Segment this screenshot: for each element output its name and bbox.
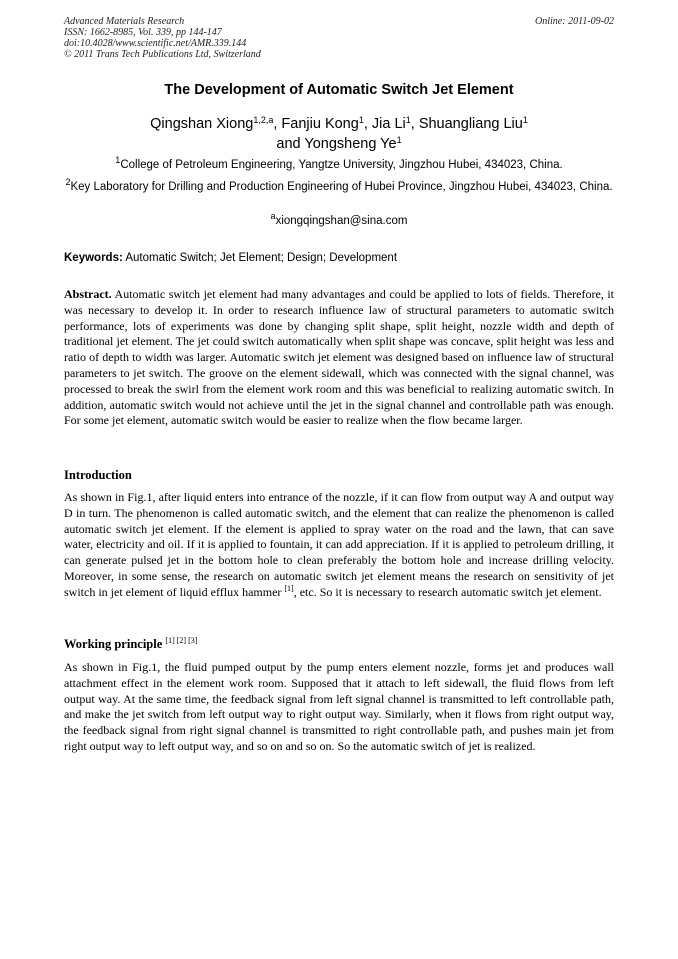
affiliation-text: College of Petroleum Engineering, Yangtze University, Jingzhou Hubei, 434023, China. — [120, 159, 563, 171]
abstract — [64, 287, 614, 429]
intro-tail: , etc. So it is necessary to research automatic switch jet element. — [293, 584, 602, 599]
author-name: , Shuangliang Liu — [410, 116, 523, 132]
author-name: and Yongsheng Ye — [276, 136, 397, 152]
affiliation-sup: 2 — [65, 177, 71, 187]
working-principle-paragraph: As shown in Fig.1, the fluid pumped output by the pump enters element nozzle, forms jet and produces wall attachment effect in the element work room. Supposed that it attach to left sidewall, the fluid flows from left output way. At the same time, the feedback signal from left signal channel is transmitted to left controllable path, and make the jet switch from left output way to right output way. Similarly, when it flows from right output way, the feedback signal from right signal channel is transmitted to right controllable path, and pushes main jet from right output way to left output way, and so on and so on. So the automatic switch of jet is realized. — [64, 660, 614, 753]
introduction-paragraph — [64, 490, 614, 601]
author-sup: 1 — [396, 135, 402, 145]
paper-title: The Development of Automatic Switch Jet Element — [164, 82, 514, 98]
email-sup: a — [270, 211, 276, 221]
abstract-text: Automatic switch jet element had many advantages and could be applied to lots of fields. Therefore, it was necessary to develop it. In order to research influence law of structural parameters to automatic switch performance, lots of experiments was done by changing split shape, split height, nozzle width and depth of traditional jet element. The jet could switch automatically when split shape was concave, split height was less and ratio of depth to width was larger. Automatic switch jet element was designed based on influence law of structural parameters to jet switch. The groove on the element sidewall, which was connected with the signal channel, was processed to break the swirl from the element work room and this was beneficial to realizing automatic switch. In addition, automatic switch would not achieve until the jet in the signal channel and controllable path was enough. For some jet element, automatic switch would be easier to realize when the flow became larger. — [64, 287, 614, 428]
affiliation-text: Key Laboratory for Drilling and Production Engineering of Hubei Province, Jingzhou Hubei, 434023, China. — [70, 181, 613, 193]
affiliation-1 — [60, 157, 618, 173]
email-text: xiongqingshan@sina.com — [275, 215, 408, 227]
wp-heading-text: Working principle — [64, 637, 163, 651]
journal-header — [64, 16, 261, 60]
online-date: Online: 2011-09-02 — [535, 16, 614, 27]
author-name: , Jia Li — [363, 116, 406, 132]
issn-line: ISSN: 1662-8985, Vol. 339, pp 144-147 — [64, 27, 222, 38]
author-name: , Fanjiu Kong — [273, 116, 359, 132]
author-line-1 — [60, 114, 618, 134]
section-heading-introduction: Introduction — [64, 468, 132, 482]
affiliation-sup: 1 — [115, 155, 121, 165]
journal-name: Advanced Materials Research — [64, 16, 185, 27]
author-sup: 1 — [358, 115, 364, 125]
abstract-label: Abstract. — [64, 287, 112, 301]
author-sup: 1 — [405, 115, 411, 125]
keywords-label: Keywords: — [64, 252, 123, 264]
author-sup: 1 — [522, 115, 528, 125]
citation-refs: [1] [2] [3] — [165, 636, 198, 645]
doi-line: doi:10.4028/www.scientific.net/AMR.339.144 — [64, 38, 247, 49]
keywords-text: Automatic Switch; Jet Element; Design; Development — [125, 252, 398, 264]
author-list — [60, 114, 618, 154]
intro-text: As shown in Fig.1, after liquid enters into entrance of the nozzle, if it can flow from output way A and output way D in turn. The phenomenon is called automatic switch, and the element that can realize the phenomenon is called automatic switch jet element. If the element is applied to spray water on the road and the lawn, that can save water, electricity and oil. If it is applied to fountain, it can add appreciation. If it is applied to petroleum drilling, it can generate pulsed jet in the bottom hole to clean preferably the bottom hole and increase drilling velocity. Moreover, in some sense, the research on automatic switch jet element means the research on sensitivity of jet switch in jet element of liquid efflux hammer — [64, 490, 614, 599]
section-heading-working-principle — [64, 636, 197, 652]
citation-ref: [1] — [284, 583, 294, 593]
author-sup: 1,2,a — [253, 115, 274, 125]
affiliation-2 — [64, 179, 614, 195]
author-name: Qingshan Xiong — [150, 116, 254, 132]
author-email — [0, 213, 678, 229]
copyright-line: © 2011 Trans Tech Publications Ltd, Switzerland — [64, 49, 261, 60]
author-line-2 — [60, 134, 618, 154]
keywords — [64, 250, 397, 266]
